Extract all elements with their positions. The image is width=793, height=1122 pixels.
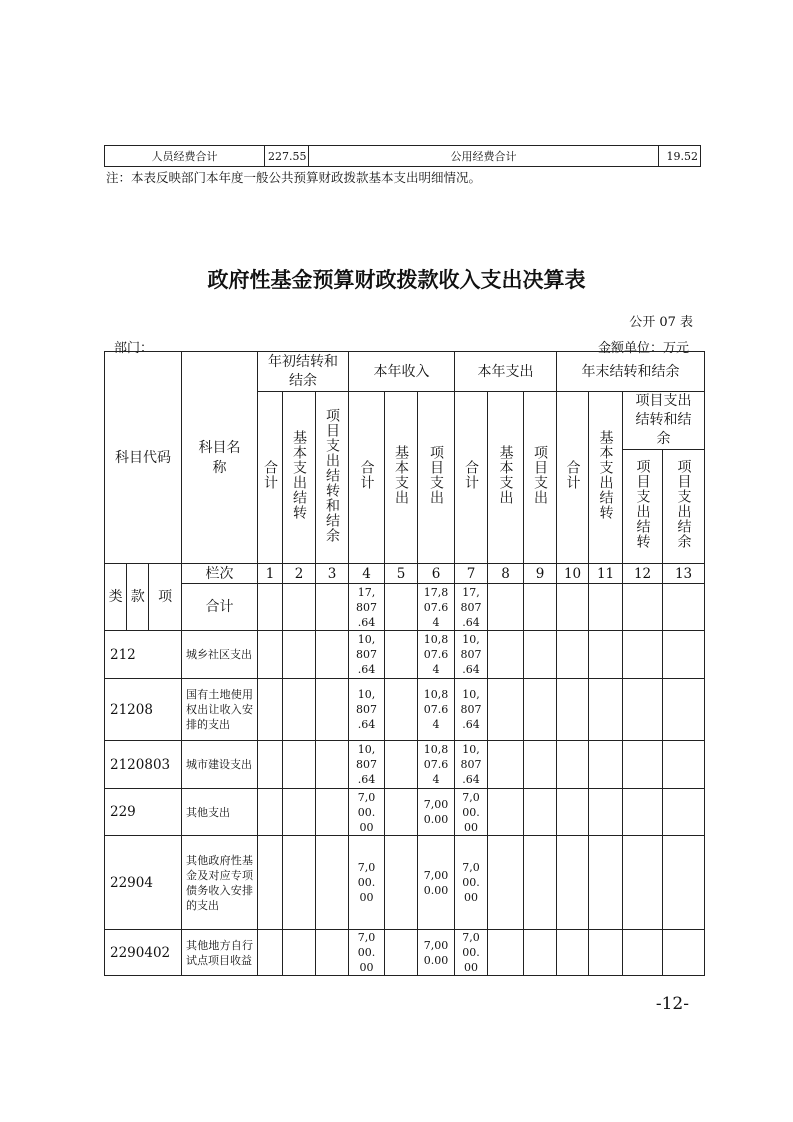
header-g2-total bbox=[349, 392, 385, 564]
table-row bbox=[105, 836, 705, 930]
col-num-12: 12 bbox=[623, 564, 663, 584]
row-code: 212 bbox=[105, 631, 182, 679]
header-g1-project bbox=[316, 392, 349, 564]
table-number: 公开 07 表 bbox=[629, 315, 693, 330]
row-c7: 10, 807 .64 bbox=[460, 688, 482, 731]
personnel-value: 227.55 bbox=[265, 146, 309, 167]
col-num-4: 4 bbox=[349, 564, 385, 584]
header-g3-basic bbox=[488, 392, 524, 564]
header-xiang: 项 bbox=[158, 589, 173, 605]
personnel-summary-table bbox=[104, 145, 701, 167]
row-c7: 10, 807 .64 bbox=[460, 743, 482, 786]
public-label: 公用经费合计 bbox=[309, 146, 659, 167]
header-name bbox=[182, 352, 258, 564]
table-row bbox=[105, 789, 705, 836]
col-num-10: 10 bbox=[557, 564, 589, 584]
row-name: 其他地方自行试点项目收益 bbox=[186, 938, 253, 967]
col-num-13: 13 bbox=[663, 564, 705, 584]
row-c6: 10,8 07.6 4 bbox=[423, 633, 449, 676]
row-c6: 7,00 0.00 bbox=[423, 798, 449, 826]
row-c4: 7,0 00. 00 bbox=[357, 861, 376, 904]
department-label: 部门： bbox=[114, 341, 154, 356]
row-name: 城乡社区支出 bbox=[186, 648, 252, 661]
row-c4: 7,0 00. 00 bbox=[357, 931, 376, 974]
header-g3-project bbox=[524, 392, 557, 564]
header-g2-project bbox=[418, 392, 455, 564]
row-name: 其他政府性基金及对应专项债务收入安排的支出 bbox=[186, 853, 253, 912]
table-row bbox=[105, 679, 705, 741]
row-c6: 7,00 0.00 bbox=[423, 868, 449, 897]
sum-row bbox=[105, 584, 705, 631]
header-g3-project-text: 项目支出 bbox=[532, 445, 549, 505]
col-num-5: 5 bbox=[385, 564, 418, 584]
fund-budget-table bbox=[104, 351, 705, 976]
header-group-closing: 年末结转和结余 bbox=[557, 352, 705, 392]
col-num-9: 9 bbox=[524, 564, 557, 584]
header-kuan: 款 bbox=[127, 564, 149, 630]
row-c6: 10,8 07.6 4 bbox=[423, 688, 449, 731]
table-note: 注：本表反映部门本年度一般公共预算财政拨款基本支出明细情况。 bbox=[106, 170, 482, 185]
header-g1-total bbox=[258, 392, 283, 564]
row-name: 其他支出 bbox=[186, 805, 230, 819]
column-number-label: 栏次 bbox=[182, 564, 258, 584]
header-lei: 类 bbox=[105, 564, 127, 630]
row-code: 21208 bbox=[105, 679, 182, 741]
sum-c6: 17,8 07.6 4 bbox=[423, 585, 449, 629]
header-g2-project-text: 项目支出 bbox=[428, 445, 445, 505]
header-g4-total-text: 合计 bbox=[564, 460, 581, 490]
header-g1-project-text: 项目支出结转和结余 bbox=[324, 407, 341, 543]
col-num-11: 11 bbox=[589, 564, 623, 584]
row-name: 城市建设支出 bbox=[186, 758, 252, 771]
header-g2-total-text: 合计 bbox=[358, 460, 375, 490]
table-row bbox=[105, 930, 705, 976]
header-g4-basic-text: 基本支出结转 bbox=[597, 430, 614, 520]
personnel-label: 人员经费合计 bbox=[105, 146, 265, 167]
header-g2-basic bbox=[385, 392, 418, 564]
row-c4: 10, 807 .64 bbox=[356, 688, 378, 731]
header-g3-total-text: 合计 bbox=[463, 460, 480, 490]
public-value: 19.52 bbox=[659, 146, 701, 167]
row-code: 2120803 bbox=[105, 741, 182, 789]
column-number-row bbox=[105, 564, 705, 584]
row-code: 229 bbox=[105, 789, 182, 836]
table-row bbox=[105, 741, 705, 789]
header-g1-total-text: 合计 bbox=[262, 460, 278, 490]
header-g4-project-text: 项目支出结转和结余 bbox=[635, 393, 692, 447]
header-g1-basic bbox=[283, 392, 316, 564]
sum-c4: 17, 807 .64 bbox=[356, 585, 378, 629]
col-num-8: 8 bbox=[488, 564, 524, 584]
sum-c7: 17, 807 .64 bbox=[460, 585, 482, 629]
header-g3-total bbox=[455, 392, 488, 564]
unit-label: 金额单位：万元 bbox=[597, 341, 689, 356]
row-c4: 10, 807 .64 bbox=[356, 633, 378, 676]
header-g4-total bbox=[557, 392, 589, 564]
col-num-7: 7 bbox=[455, 564, 488, 584]
header-g1-basic-text: 基本支出结转 bbox=[291, 430, 307, 520]
page-title: 政府性基金预算财政拨款收入支出决算表 bbox=[207, 268, 586, 292]
row-code: 2290402 bbox=[105, 930, 182, 976]
row-c7: 7,0 00. 00 bbox=[462, 931, 480, 974]
header-group-income: 本年收入 bbox=[349, 352, 455, 392]
header-g4-proj-surplus-text: 项目支出结余 bbox=[675, 459, 692, 549]
header-group-opening-text: 年初结转和结余 bbox=[268, 353, 339, 389]
row-c6: 10,8 07.6 4 bbox=[423, 743, 449, 786]
header-group-expense: 本年支出 bbox=[455, 352, 557, 392]
header-g4-proj-surplus bbox=[663, 450, 705, 564]
col-num-1: 1 bbox=[258, 564, 283, 584]
header-group-opening bbox=[258, 352, 349, 392]
header-g3-basic-text: 基本支出 bbox=[497, 445, 514, 505]
col-num-3: 3 bbox=[316, 564, 349, 584]
header-g4-proj-carry bbox=[623, 450, 663, 564]
col-num-6: 6 bbox=[418, 564, 455, 584]
row-c7: 10, 807 .64 bbox=[460, 633, 482, 676]
header-name-text: 科目名称 bbox=[198, 439, 241, 476]
lei-kuan-xiang-cell bbox=[105, 564, 182, 631]
row-name: 国有土地使用权出让收入安排的支出 bbox=[186, 688, 253, 731]
row-c6: 7,00 0.00 bbox=[423, 938, 449, 967]
col-num-2: 2 bbox=[283, 564, 316, 584]
header-code: 科目代码 bbox=[105, 352, 182, 564]
row-c7: 7,0 00. 00 bbox=[462, 790, 480, 834]
table-row bbox=[105, 631, 705, 679]
header-g4-proj-carry-text: 项目支出结转 bbox=[634, 459, 651, 549]
page-number: -12- bbox=[655, 994, 689, 1014]
sum-label: 合计 bbox=[182, 584, 258, 631]
row-code: 22904 bbox=[105, 836, 182, 930]
row-c4: 7,0 00. 00 bbox=[357, 790, 376, 834]
header-g4-project bbox=[623, 392, 705, 450]
row-c7: 7,0 00. 00 bbox=[462, 861, 480, 904]
header-g2-basic-text: 基本支出 bbox=[393, 445, 410, 505]
row-c4: 10, 807 .64 bbox=[356, 743, 378, 786]
header-g4-basic bbox=[589, 392, 623, 564]
